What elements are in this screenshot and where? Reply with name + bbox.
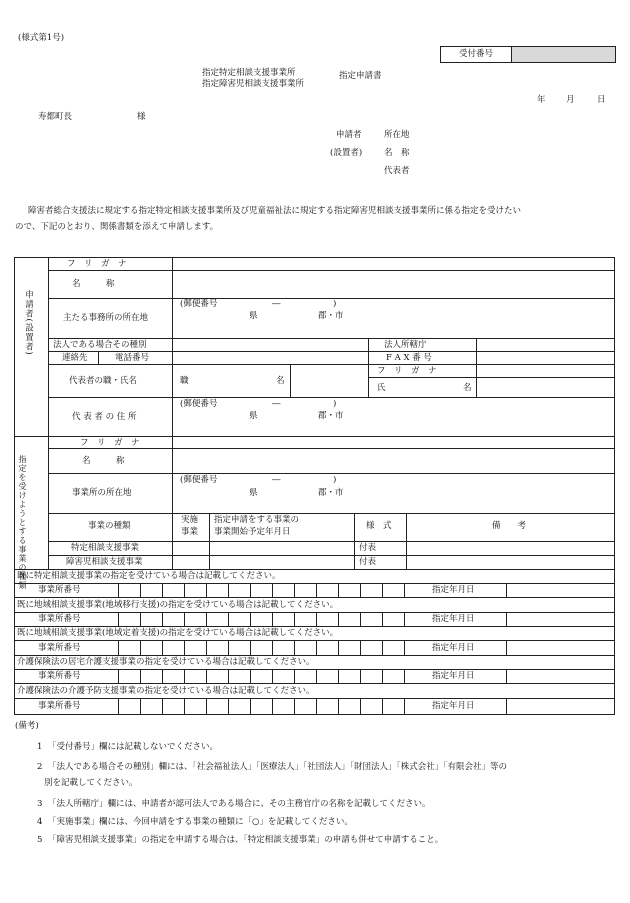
designation-date-label-2: 指定年月日 — [432, 614, 475, 624]
district-city-label: 郡・市 — [318, 311, 344, 321]
addressee: 寿都町長 — [38, 112, 73, 122]
rep-address-label: 代 表 者 の 住 所 — [72, 412, 137, 422]
furigana-label: フ リ ガ ナ — [67, 259, 127, 269]
intro-line2: ので、下記のとおり、関係書類を添えて申請します。 — [15, 222, 219, 232]
biz-address-label: 事業所の所在地 — [72, 488, 132, 498]
biz-prefecture-label: 県 — [249, 488, 258, 498]
applicant-name-label: 名 称 — [384, 148, 410, 158]
office-number-label-5: 事業所番号 — [38, 701, 81, 711]
start-date-label-1: 指定申請をする事業の — [214, 515, 300, 525]
start-date-label-2: 事業開始予定年月日 — [214, 527, 291, 537]
prior-transition-note: 既に地域相談支援事業(地域移行支援)の指定を受けている場合は記載してください。 — [17, 600, 339, 610]
rep-district-city-label: 郡・市 — [318, 411, 344, 421]
receipt-number-box — [440, 46, 616, 63]
founder-label: (設置者) — [330, 148, 363, 158]
surname-label: 氏 — [377, 383, 386, 393]
rep-postal-dash: ― — [272, 399, 281, 409]
addressee-suffix: 様 — [137, 112, 146, 122]
furigana-small-label: フ リ ガ ナ — [377, 366, 437, 376]
note-text-1: 「受付番号」欄には記載しないでください。 — [48, 742, 219, 752]
prior-settlement-note: 既に地域相談支援事業(地域定着支援)の指定を受けている場合は記載してください。 — [17, 628, 339, 638]
prefecture-label: 県 — [249, 311, 258, 321]
rep-postal-close: ) — [333, 399, 337, 409]
note-text-2-cont: 別を記載してください。 — [44, 778, 138, 788]
attached-form-2: 付表 — [359, 557, 377, 567]
corp-authority-label: 法人所轄庁 — [384, 340, 427, 350]
rep-prefecture-label: 県 — [249, 411, 258, 421]
phone-label: 電話番号 — [115, 353, 150, 363]
prior-specific-note: 既に特定相談支援事業の指定を受けている場合は記載してください。 — [17, 571, 281, 581]
applicant-label: 申請者 — [336, 130, 362, 140]
postal-dash: ― — [272, 299, 281, 309]
biz-name-label: 名 称 — [82, 456, 125, 466]
office-number-label-4: 事業所番号 — [38, 671, 81, 681]
form-number: (様式第1号) — [18, 33, 65, 43]
prior-prevention-note: 介護保険法の介護予防支援事業の指定を受けている場合は記載してください。 — [17, 686, 315, 696]
contact-label: 連絡先 — [62, 353, 88, 363]
postal-label: (郵便番号 — [180, 299, 218, 309]
note-text-5: 「障害児相談支援事業」の指定を申請する場合は、「特定相談支援事業」の申請も併せて申請すること。 — [48, 835, 444, 845]
application-table — [14, 257, 615, 715]
title-line2: 指定障害児相談支援事業所 — [202, 79, 305, 89]
date-year: 年 — [537, 95, 546, 105]
name-short-label: 名 — [276, 376, 285, 386]
position-label: 職 — [180, 376, 189, 386]
date-month: 月 — [566, 95, 575, 105]
rep-title-name-label: 代表者の職・氏名 — [69, 376, 138, 386]
note-num-5: 5 — [37, 835, 43, 845]
notes-heading: (備考) — [15, 721, 39, 731]
postal-close: ) — [333, 299, 337, 309]
biz-furigana-label: フ リ ガ ナ — [80, 438, 140, 448]
office-address-label: 主たる事務所の所在地 — [63, 313, 149, 323]
biz-postal-label: (郵便番号 — [180, 475, 218, 485]
designation-date-label-1: 指定年月日 — [432, 585, 475, 595]
title-line1: 指定特定相談支援事業所 — [202, 68, 296, 78]
receipt-number-field — [512, 47, 615, 62]
date-day: 日 — [597, 95, 606, 105]
fax-label: F A X 番 号 — [386, 353, 432, 363]
note-text-2: 「法人である場合その種別」欄には、「社会福祉法人」「医療法人」「社団法人」「財団法人」「株式会社」「有限会社」等の — [48, 762, 508, 772]
note-num-3: 3 — [37, 799, 43, 809]
side-label-business: 指定を受けようとする事業の種類 — [18, 455, 27, 590]
implement-label-1: 実施 — [181, 515, 199, 525]
biz-postal-dash: ― — [272, 475, 281, 485]
designation-date-label-4: 指定年月日 — [432, 671, 475, 681]
office-number-label-3: 事業所番号 — [38, 643, 81, 653]
designation-date-label-5: 指定年月日 — [432, 701, 475, 711]
biz-postal-close: ) — [333, 475, 337, 485]
intro-line1: 障害者総合支援法に規定する指定特定相談支援事業所及び児童福祉法に規定する指定障害児相談支援事業所に係る指定を受けたい — [28, 206, 522, 216]
name-label: 名 称 — [72, 279, 115, 289]
note-text-4: 「実施事業」欄には、今回申請をする事業の種類に「○」を記載してください。 — [48, 817, 353, 827]
rep-postal-label: (郵便番号 — [180, 399, 218, 409]
side-label-applicant: 申請者(設置者) — [23, 290, 34, 356]
attached-form-1: 付表 — [359, 543, 377, 553]
receipt-number-label: 受付番号 — [441, 47, 512, 62]
biz-district-city-label: 郡・市 — [318, 488, 344, 498]
office-number-label-1: 事業所番号 — [38, 585, 81, 595]
form-style-label: 様 式 — [366, 521, 392, 531]
biz-type-label: 事業の種類 — [88, 521, 131, 531]
corp-type-label: 法人である場合その種別 — [53, 340, 147, 350]
implement-label-2: 事業 — [181, 527, 199, 537]
note-text-3: 「法人所轄庁」欄には、申請者が認可法人である場合に、その主務官庁の名称を記載してください。 — [48, 799, 431, 809]
applicant-address-label: 所在地 — [384, 130, 410, 140]
note-num-1: 1 — [37, 742, 43, 752]
row-specific-consult: 特定相談支援事業 — [71, 543, 140, 553]
applicant-rep-label: 代表者 — [384, 166, 410, 176]
designation-date-label-3: 指定年月日 — [432, 643, 475, 653]
title-suffix: 指定申請書 — [339, 71, 382, 81]
note-num-4: 4 — [37, 817, 43, 827]
note-num-2: 2 — [37, 762, 43, 772]
remarks-label: 備 考 — [492, 521, 527, 531]
given-name-label: 名 — [463, 383, 472, 393]
prior-care-support-note: 介護保険法の居宅介護支援事業の指定を受けている場合は記載してください。 — [17, 657, 315, 667]
office-number-label-2: 事業所番号 — [38, 614, 81, 624]
row-child-consult: 障害児相談支援事業 — [66, 557, 143, 567]
